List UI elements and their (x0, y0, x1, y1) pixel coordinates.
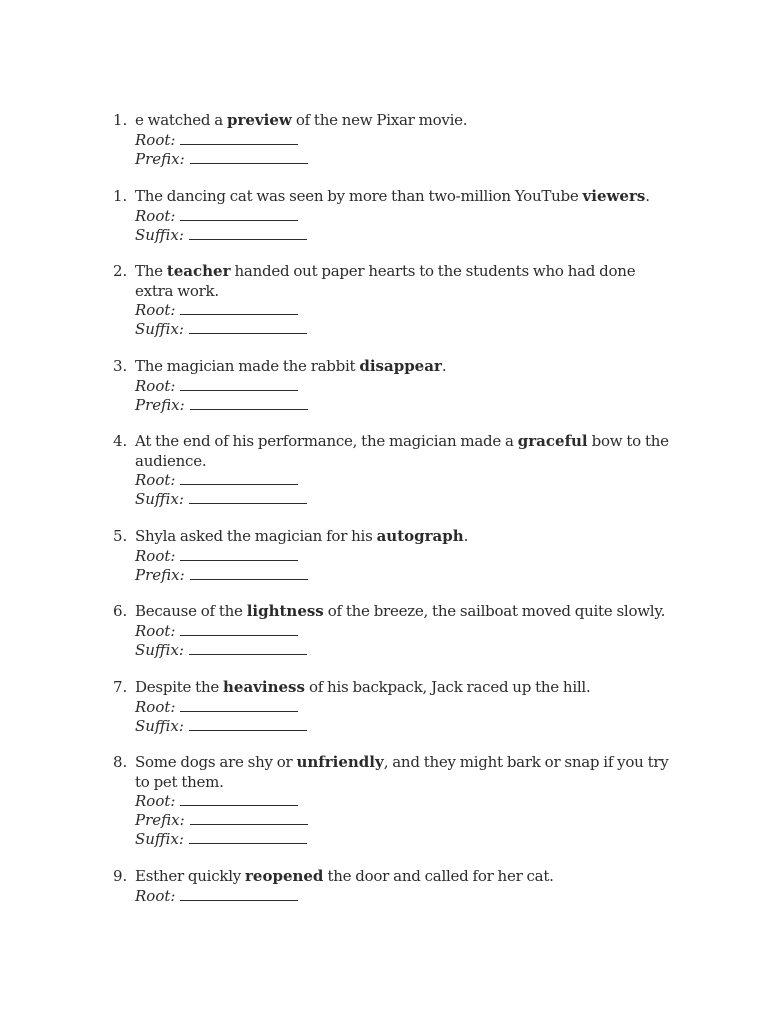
root-field: Root: (135, 471, 675, 490)
question-number: 9. (113, 867, 128, 885)
answer-blank[interactable] (180, 792, 298, 806)
question-number: 5. (113, 527, 128, 545)
answer-blank[interactable] (189, 641, 307, 655)
root-field: Root: (135, 698, 675, 717)
suffix-field: Suffix: (135, 490, 675, 509)
question-body (135, 753, 675, 849)
suffix-field: Suffix: (135, 641, 675, 660)
root-field: Root: (135, 131, 675, 150)
question-body (135, 678, 675, 736)
prefix-field: Prefix: (135, 566, 675, 585)
answer-blank[interactable] (190, 396, 308, 410)
question-number: 1. (113, 187, 128, 205)
question-number: 4. (113, 432, 128, 450)
answer-blank[interactable] (189, 226, 307, 240)
root-field: Root: (135, 887, 675, 906)
root-field: Root: (135, 547, 675, 566)
target-word: preview (226, 111, 292, 129)
question-number: 2. (113, 262, 128, 280)
target-word: lightness (246, 602, 324, 620)
prefix-field: Prefix: (135, 150, 675, 169)
answer-blank[interactable] (180, 301, 298, 315)
suffix-field: Suffix: (135, 320, 675, 339)
prefix-field: Prefix: (135, 396, 675, 415)
root-field: Root: (135, 622, 675, 641)
question-sentence: Esther quickly reopened the door and called for her cat. (135, 867, 554, 885)
answer-blank[interactable] (180, 471, 298, 485)
question-number: 1. (113, 111, 128, 129)
answer-blank[interactable] (180, 698, 298, 712)
answer-blank[interactable] (180, 622, 298, 636)
root-field: Root: (135, 792, 675, 811)
question-number: 6. (113, 602, 128, 620)
answer-blank[interactable] (190, 811, 308, 825)
answer-blank[interactable] (189, 717, 307, 731)
question-body (135, 357, 675, 415)
target-word: graceful (517, 432, 588, 450)
question-sentence: Some dogs are shy or unfriendly, and they might bark or snap if you try to pet them. (135, 753, 669, 791)
question-body (135, 527, 675, 585)
root-field: Root: (135, 301, 675, 320)
question-body (135, 432, 675, 509)
answer-blank[interactable] (180, 207, 298, 221)
answer-blank[interactable] (189, 490, 307, 504)
target-word: viewers (582, 187, 646, 205)
question-sentence: The teacher handed out paper hearts to the students who had done extra work. (135, 262, 636, 300)
question-number: 8. (113, 753, 128, 771)
answer-blank[interactable] (189, 830, 307, 844)
answer-blank[interactable] (180, 887, 298, 901)
target-word: reopened (245, 867, 324, 885)
question-number: 7. (113, 678, 128, 696)
target-word: teacher (166, 262, 231, 280)
question-sentence: The magician made the rabbit disappear. (135, 357, 447, 375)
question-sentence: e watched a preview of the new Pixar movie. (135, 111, 468, 129)
target-word: heaviness (223, 678, 305, 696)
question-sentence: Shyla asked the magician for his autograph. (135, 527, 469, 545)
question-body (135, 262, 675, 339)
answer-blank[interactable] (190, 150, 308, 164)
question-sentence: Despite the heaviness of his backpack, Jack raced up the hill. (135, 678, 591, 696)
target-word: disappear (359, 357, 442, 375)
question-sentence: At the end of his performance, the magician made a graceful bow to the audience. (135, 432, 669, 470)
question-body (135, 867, 675, 906)
suffix-field: Suffix: (135, 830, 675, 849)
suffix-field: Suffix: (135, 717, 675, 736)
question-body (135, 187, 675, 245)
answer-blank[interactable] (180, 131, 298, 145)
question-body (135, 602, 675, 660)
root-field: Root: (135, 377, 675, 396)
answer-blank[interactable] (180, 377, 298, 391)
question-sentence: The dancing cat was seen by more than two-million YouTube viewers. (135, 187, 650, 205)
question-body (135, 111, 675, 169)
suffix-field: Suffix: (135, 226, 675, 245)
question-number: 3. (113, 357, 128, 375)
answer-blank[interactable] (180, 547, 298, 561)
answer-blank[interactable] (190, 566, 308, 580)
target-word: unfriendly (296, 753, 384, 771)
answer-blank[interactable] (189, 320, 307, 334)
root-field: Root: (135, 207, 675, 226)
question-sentence: Because of the lightness of the breeze, the sailboat moved quite slowly. (135, 602, 666, 620)
prefix-field: Prefix: (135, 811, 675, 830)
target-word: autograph (376, 527, 464, 545)
